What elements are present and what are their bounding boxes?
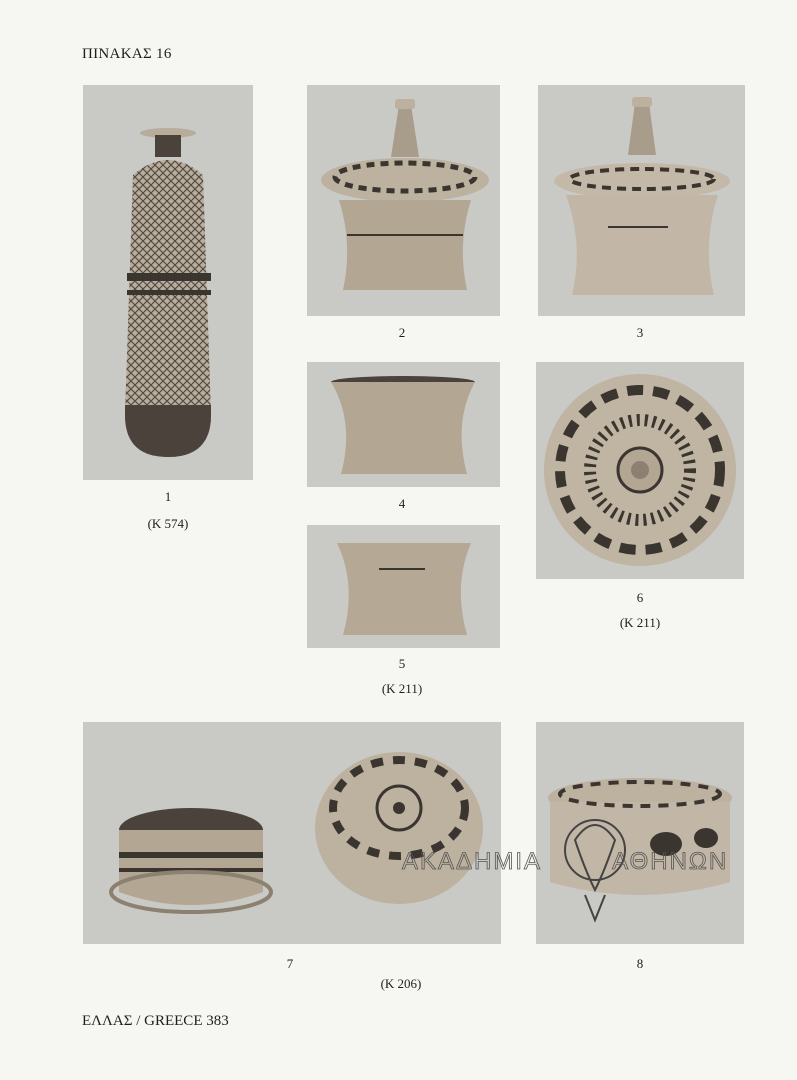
plate-title: ΠΙΝΑΚΑΣ 16 <box>82 46 172 62</box>
figure-1-ref: (K 574) <box>147 516 189 531</box>
watermark-word-1: ΑΚΑΔΗΜΙΑ <box>402 848 543 875</box>
photo-alabastron <box>83 85 253 480</box>
figure-2-number: 2 <box>398 325 406 340</box>
photo-lid-top <box>536 362 744 579</box>
figure-3-number: 3 <box>636 325 644 340</box>
figure-1-number: 1 <box>164 489 172 504</box>
figure-4-number: 4 <box>398 496 406 511</box>
figure-6-number: 6 <box>636 590 644 605</box>
figure-5-number: 5 <box>398 656 406 671</box>
watermark-word-2: ΑΘΗΝΩΝ <box>612 848 729 875</box>
figure-5-ref: (K 211) <box>381 681 423 696</box>
page-footer: ΕΛΛΑΣ / GREECE 383 <box>82 1013 229 1029</box>
figure-7-number: 7 <box>286 956 294 971</box>
photo-pyxis-lidded <box>307 85 500 316</box>
figure-8-number: 8 <box>636 956 644 971</box>
photo-pyxis-base-5 <box>307 525 500 648</box>
photo-pyxis-lidded-2 <box>538 85 745 316</box>
figure-6-ref: (K 211) <box>619 615 661 630</box>
figure-7-ref: (K 206) <box>380 976 422 991</box>
watermark <box>402 848 728 876</box>
photo-pyxis-base-4 <box>307 362 500 487</box>
photo-pyxis-pair <box>83 722 501 944</box>
